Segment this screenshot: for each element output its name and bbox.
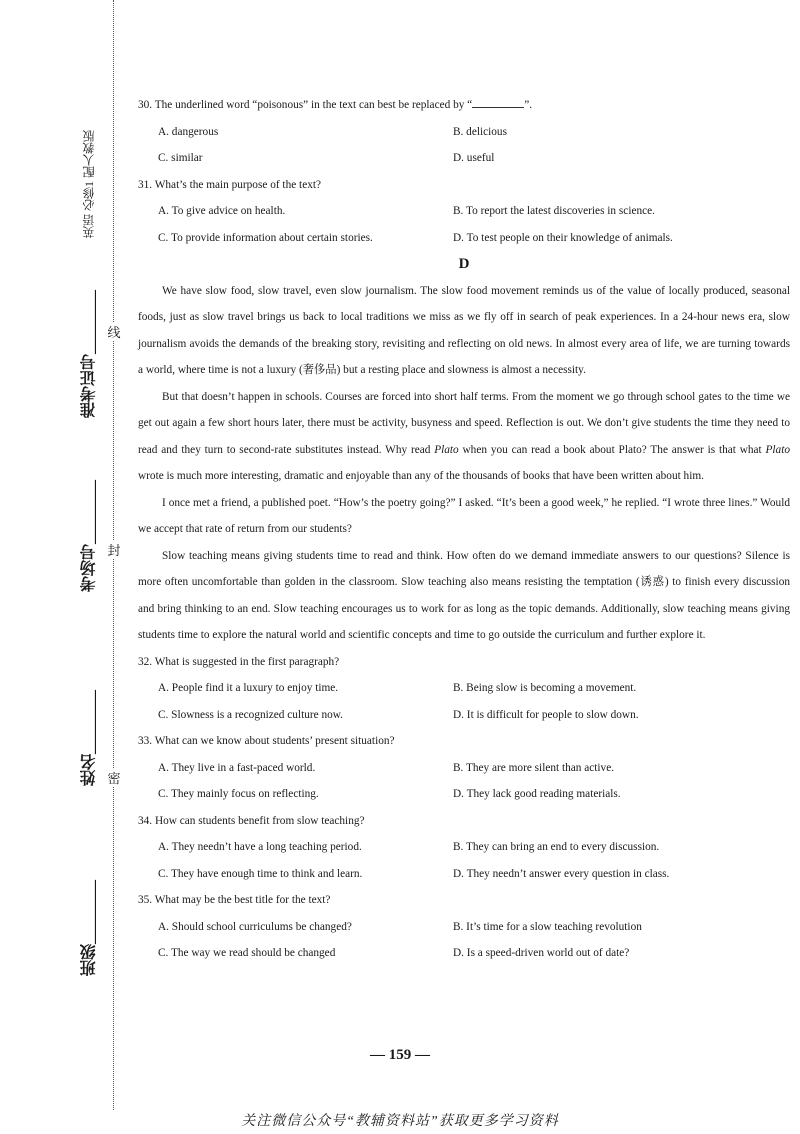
options-33 xyxy=(138,755,790,782)
option: C. Slowness is a recognized culture now. xyxy=(158,708,343,721)
option: D. It is difficult for people to slow down. xyxy=(453,708,639,721)
section-title: D xyxy=(458,256,470,272)
options-34 xyxy=(138,861,790,888)
option: A. People find it a luxury to enjoy time. xyxy=(158,682,339,694)
options-33 xyxy=(138,781,790,808)
question-34: 34. How can students benefit from slow teaching? xyxy=(138,814,365,827)
question-30: 30. The underlined word “poisonous” in the text can best be replaced by “ ”. xyxy=(138,99,533,111)
question-32: 32. What is suggested in the first paragraph? xyxy=(138,655,340,668)
passage-paragraph: I once met a friend, a published poet. “How’s the poetry going?” I asked. “It’s been a good week,” he replied. “I wrote three lines.” Would we accept that rate of return from our students? xyxy=(138,496,790,535)
answer-blank xyxy=(472,97,524,108)
footer-watermark: 关注微信公众号“教辅资料站”获取更多学习资料 xyxy=(241,1114,559,1129)
option: B. To report the latest discoveries in science. xyxy=(453,205,655,217)
option: C. To provide information about certain stories. xyxy=(158,231,373,244)
option: A. To give advice on health. xyxy=(158,205,286,217)
options-31 xyxy=(138,225,790,252)
options-34 xyxy=(138,834,790,861)
option: A. dangerous xyxy=(158,125,219,138)
exam-content xyxy=(138,92,790,967)
options-35 xyxy=(138,940,790,967)
question-35: 35. What may be the best title for the text? xyxy=(138,894,331,906)
options-30 xyxy=(138,119,790,146)
option: B. delicious xyxy=(453,125,507,138)
seal-mark-xian: 线 xyxy=(107,322,121,341)
seal-mark-mi: 密 xyxy=(107,768,121,787)
option: B. Being slow is becoming a movement. xyxy=(453,682,637,694)
admission-number-field[interactable]: 准考证号________ xyxy=(81,290,98,418)
seal-mark-feng: 封 xyxy=(107,540,121,559)
option: A. They live in a fast-paced world. xyxy=(158,761,316,774)
question-33: 33. What can we know about students’ present situation? xyxy=(138,735,395,747)
option: C. They have enough time to think and learn. xyxy=(158,867,363,880)
page-number: — 159 — xyxy=(370,1047,430,1063)
subject-info: 英语 必修1 配人教版 xyxy=(82,130,96,238)
option: B. It’s time for a slow teaching revolution xyxy=(453,920,642,933)
option: B. They are more silent than active. xyxy=(453,761,615,774)
option: C. They mainly focus on reflecting. xyxy=(158,788,319,800)
options-32 xyxy=(138,675,790,702)
options-31 xyxy=(138,198,790,225)
option: A. They needn’t have a long teaching period. xyxy=(158,841,362,853)
options-30 xyxy=(138,145,790,172)
exam-room-field[interactable]: 考场号________ xyxy=(81,480,98,592)
passage-paragraph: Slow teaching means giving students time to read and think. How often do we demand immediate answers to our questions? Silence is more often uncomfortable than golden in the classroom. Slow teaching also means resisting the temptation (诱惑) to finish every discussion and bring thinking to an end. Slow teaching encourages us to work for as long as the topic demands. Additionally, slow teaching means giving students time to explore the natural world and scientific concepts and time to go outside the curriculum and further explore it. xyxy=(138,549,790,641)
options-35 xyxy=(138,914,790,941)
option: C. The way we read should be changed xyxy=(158,947,336,959)
option: D. They needn’t answer every question in class. xyxy=(453,867,670,880)
passage-paragraph: We have slow food, slow travel, even slow journalism. The slow food movement reminds us of the value of locally produced, seasonal foods, just as slow travel brings us back to local traditions we miss as we fly off in search of peak experiences. In a 24-hour news era, slow journalism avoids the demands of the breaking story, revisiting and reflecting on old news. In almost every area of life, we are turning towards a world, where time is not a luxury (奢侈品) but a resting place and slowness is almost a necessity. xyxy=(138,284,790,376)
option: D. They lack good reading materials. xyxy=(453,788,621,800)
class-field[interactable]: 班级________ xyxy=(81,880,98,976)
option: D. useful xyxy=(453,152,495,164)
name-field[interactable]: 姓名________ xyxy=(81,690,98,786)
passage-paragraph: But that doesn’t happen in schools. Courses are forced into short half terms. From the moment we go through school gates to the time we get out again a few short hours later, there must be activity, busyness and speed. Reflection is out. We don’t give students the time they need to read and they turn to second-rate substitutes instead. Why read Plato when you can read a book about Plato? The answer is that what Plato wrote is much more interesting, dramatic and enjoyable than any of the thousands of books that have been written about him. xyxy=(138,390,790,482)
option: A. Should school curriculums be changed? xyxy=(158,920,352,933)
option: C. similar xyxy=(158,152,203,164)
options-32 xyxy=(138,702,790,729)
option: D. Is a speed-driven world out of date? xyxy=(453,947,630,959)
question-31: 31. What’s the main purpose of the text? xyxy=(138,178,322,191)
option: D. To test people on their knowledge of animals. xyxy=(453,231,673,244)
option: B. They can bring an end to every discussion. xyxy=(453,841,660,853)
